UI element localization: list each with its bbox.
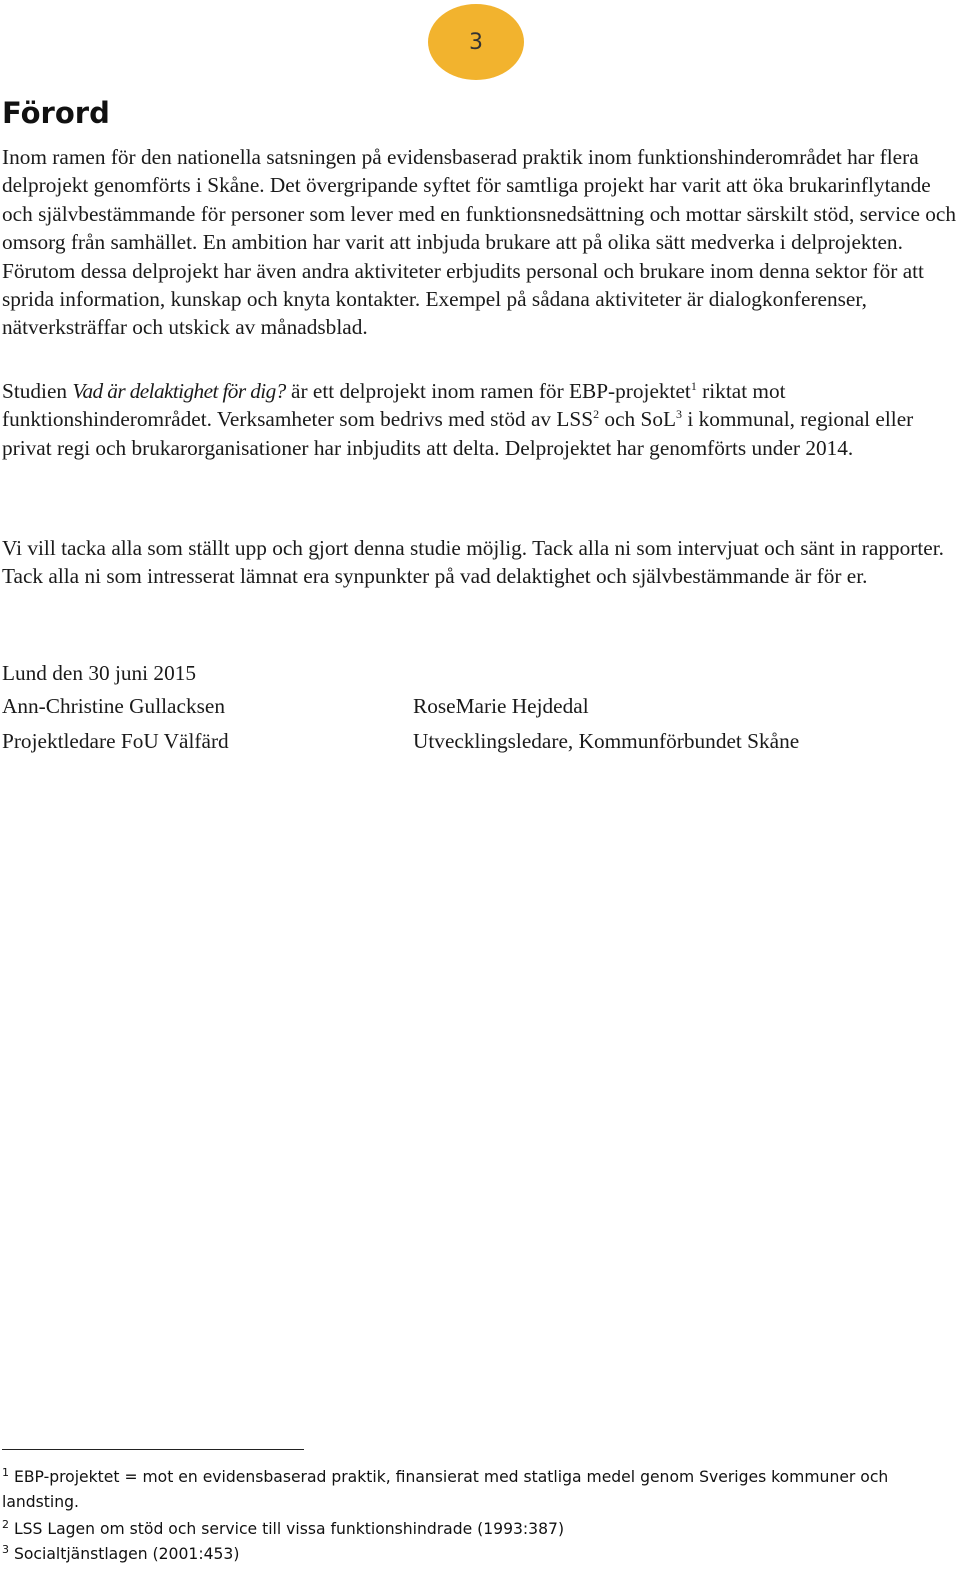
study-text-part: är ett delprojekt inom ramen för EBP-projektet (285, 379, 691, 403)
page-number-badge (428, 4, 524, 80)
footnote-ref-1[interactable]: 1 (690, 378, 697, 393)
study-text-part: i kommunal, regional eller privat regi och brukarorganisationer har inbjudits att delta. Delprojektet har genomförts under 2014. (2, 407, 914, 460)
footnote-ref-2[interactable]: 2 (593, 407, 600, 422)
page-title: Förord (2, 96, 110, 130)
footnote-ref-3[interactable]: 3 (676, 407, 682, 422)
study-title: Vad är delaktighet för dig? (72, 379, 286, 403)
thanks-paragraph: Vi vill tacka alla som ställt upp och gjort denna studie möjlig. Tack alla ni som intervjuat och sänt in rapporter. Tack alla ni som intresserat lämnat era synpunkter på vad delaktighet och självbestämmande är för er. (2, 536, 944, 589)
footnote-3 (2, 1542, 952, 1567)
signatory-role-2: Utvecklingsledare, Kommunförbundet Skåne (413, 729, 800, 753)
signatory-name-2: RoseMarie Hejdedal (413, 694, 589, 718)
place-date: Lund den 30 juni 2015 (2, 661, 197, 685)
footnote-1 (2, 1465, 952, 1515)
footnote-text: Socialtjänstlagen (2001:453) (13, 1545, 240, 1563)
footnote-text: EBP-projektet = mot en evidensbaserad praktik, finansierat med statliga medel genom Sveriges kommuner och landsting. (2, 1468, 889, 1511)
study-text-part: Studien (2, 379, 73, 403)
page-number: 3 (469, 29, 483, 55)
footnote-2 (2, 1517, 952, 1542)
footnote-divider (2, 1449, 304, 1450)
intro-paragraph: Inom ramen för den nationella satsningen på evidensbaserad praktik inom funktionshinderområdet har flera delprojekt genomförts i Skåne. Det övergripande syftet för samtliga projekt har varit att öka brukarinflytande och självbestämmande för personer som lever med en funktionsnedsättning och mottar särskilt stöd, service och omsorg från samhället. En ambition har varit att inbjuda brukare att på olika sätt medverka i delprojekten. Förutom dessa delprojekt har även andra aktiviteter erbjudits personal och brukare inom denna sektor för att sprida information, kunskap och knyta kontakter. Exempel på sådana aktiviteter är dialogkonferenser, nätverksträffar och utskick av månadsblad. (2, 145, 956, 340)
signatory-role-1: Projektledare FoU Välfärd (2, 729, 229, 753)
signatory-name-1: Ann-Christine Gullacksen (2, 694, 225, 718)
footnote-number: 3 (2, 1542, 9, 1556)
study-paragraph (2, 377, 957, 462)
footnote-number: 2 (2, 1517, 9, 1531)
footnote-number: 1 (2, 1465, 9, 1479)
footnote-text: LSS Lagen om stöd och service till vissa funktionshindrade (1993:387) (13, 1520, 565, 1538)
study-text-part: riktat mot funktionshinderområdet. Verksamheter som bedrivs med stöd av LSS (2, 379, 786, 432)
study-text-part: och SoL (599, 407, 676, 432)
